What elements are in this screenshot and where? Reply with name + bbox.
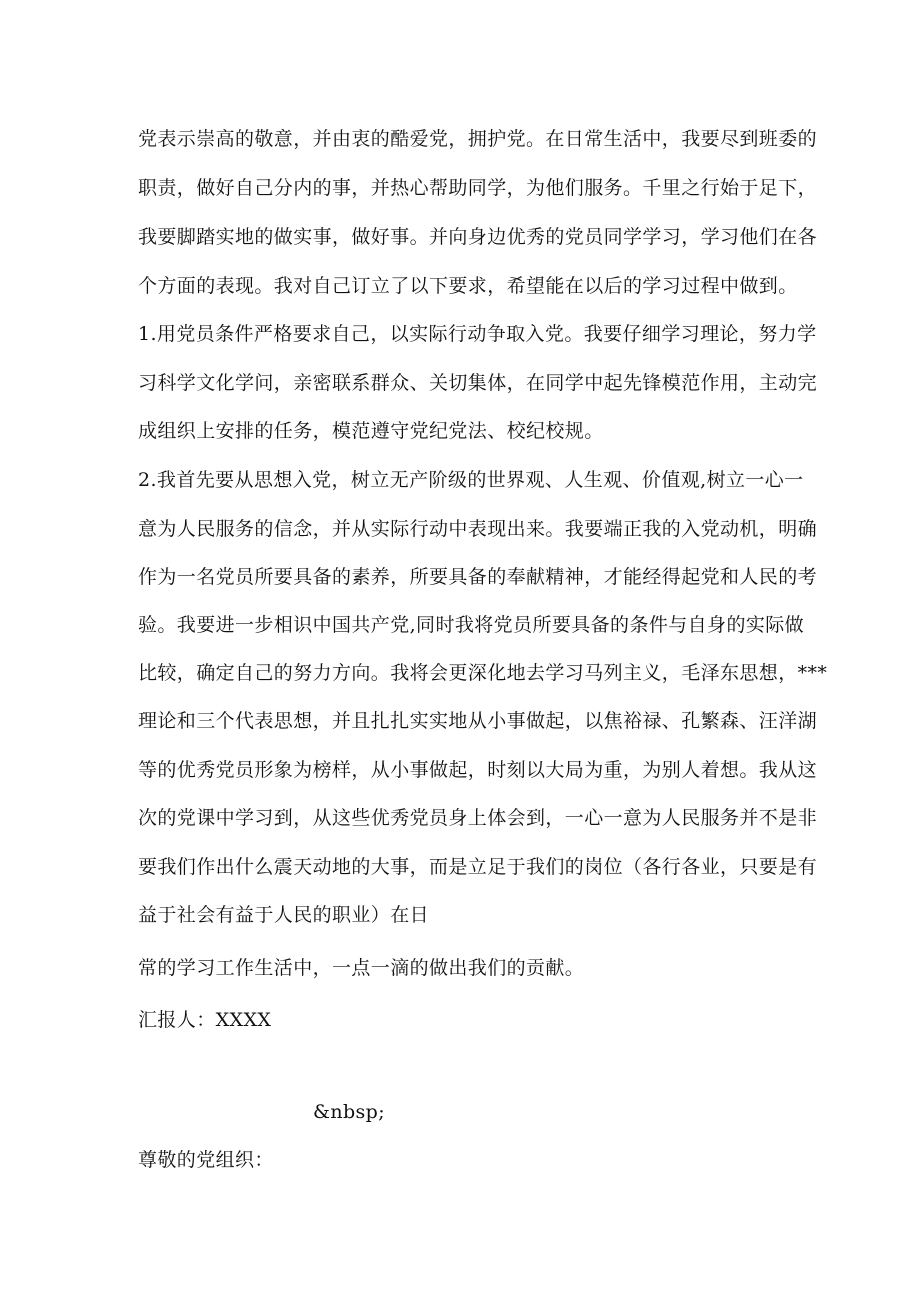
body-line-14: 等的优秀党员形象为榜样，从小事做起，时刻以大局为重，为别人着想。我从这 [138, 759, 818, 781]
body-line-9: 意为人民服务的信念，并从实际行动中表现出来。我要端正我的入党动机，明确 [138, 518, 818, 540]
body-line-10: 作为一名党员所要具备的素养，所要具备的奉献精神，才能经得起党和人民的考 [138, 566, 818, 588]
body-line-18: 常的学习工作生活中，一点一滴的做出我们的贡献。 [138, 957, 585, 979]
nbsp-artifact: &nbsp; [313, 1101, 386, 1123]
body-line-11: 验。我要进一步相识中国共产党,同时我将党员所要具备的条件与自身的实际做 [138, 614, 805, 636]
body-line-3: 我要脚踏实地的做实事，做好事。并向身边优秀的党员同学学习，学习他们在各 [138, 226, 818, 248]
body-line-15: 次的党课中学习到，从这些优秀党员身上体会到，一心一意为人民服务并不是非 [138, 807, 818, 829]
reporter-line: 汇报人：XXXX [138, 1009, 272, 1031]
body-line-8: 2.我首先要从思想入党，树立无产阶级的世界观、人生观、价值观,树立一心一 [138, 469, 804, 491]
body-line-12: 比较，确定自己的努力方向。我将会更深化地去学习马列主义，毛泽东思想，*** [138, 662, 828, 684]
body-line-16: 要我们作出什么震天动地的大事，而是立足于我们的岗位（各行各业，只要是有 [138, 856, 818, 878]
body-line-13: 理论和三个代表思想，并且扎扎实实地从小事做起，以焦裕禄、孔繁森、汪洋湖 [138, 710, 818, 732]
body-line-2: 职责，做好自己分内的事，并热心帮助同学，为他们服务。千里之行始于足下， [138, 177, 818, 199]
body-line-1: 党表示崇高的敬意，并由衷的酷爱党，拥护党。在日常生活中，我要尽到班委的 [138, 128, 818, 150]
body-line-6: 习科学文化学问，亲密联系群众、关切集体，在同学中起先锋模范作用，主动完 [138, 372, 818, 394]
salutation-line: 尊敬的党组织： [138, 1149, 274, 1171]
body-line-5: 1.用党员条件严格要求自己，以实际行动争取入党。我要仔细学习理论，努力学 [138, 323, 817, 345]
body-line-17: 益于社会有益于人民的职业）在日 [138, 904, 430, 926]
body-line-7: 成组织上安排的任务，模范遵守党纪党法、校纪校规。 [138, 420, 604, 442]
body-line-4: 个方面的表现。我对自己订立了以下要求，希望能在以后的学习过程中做到。 [138, 275, 798, 297]
